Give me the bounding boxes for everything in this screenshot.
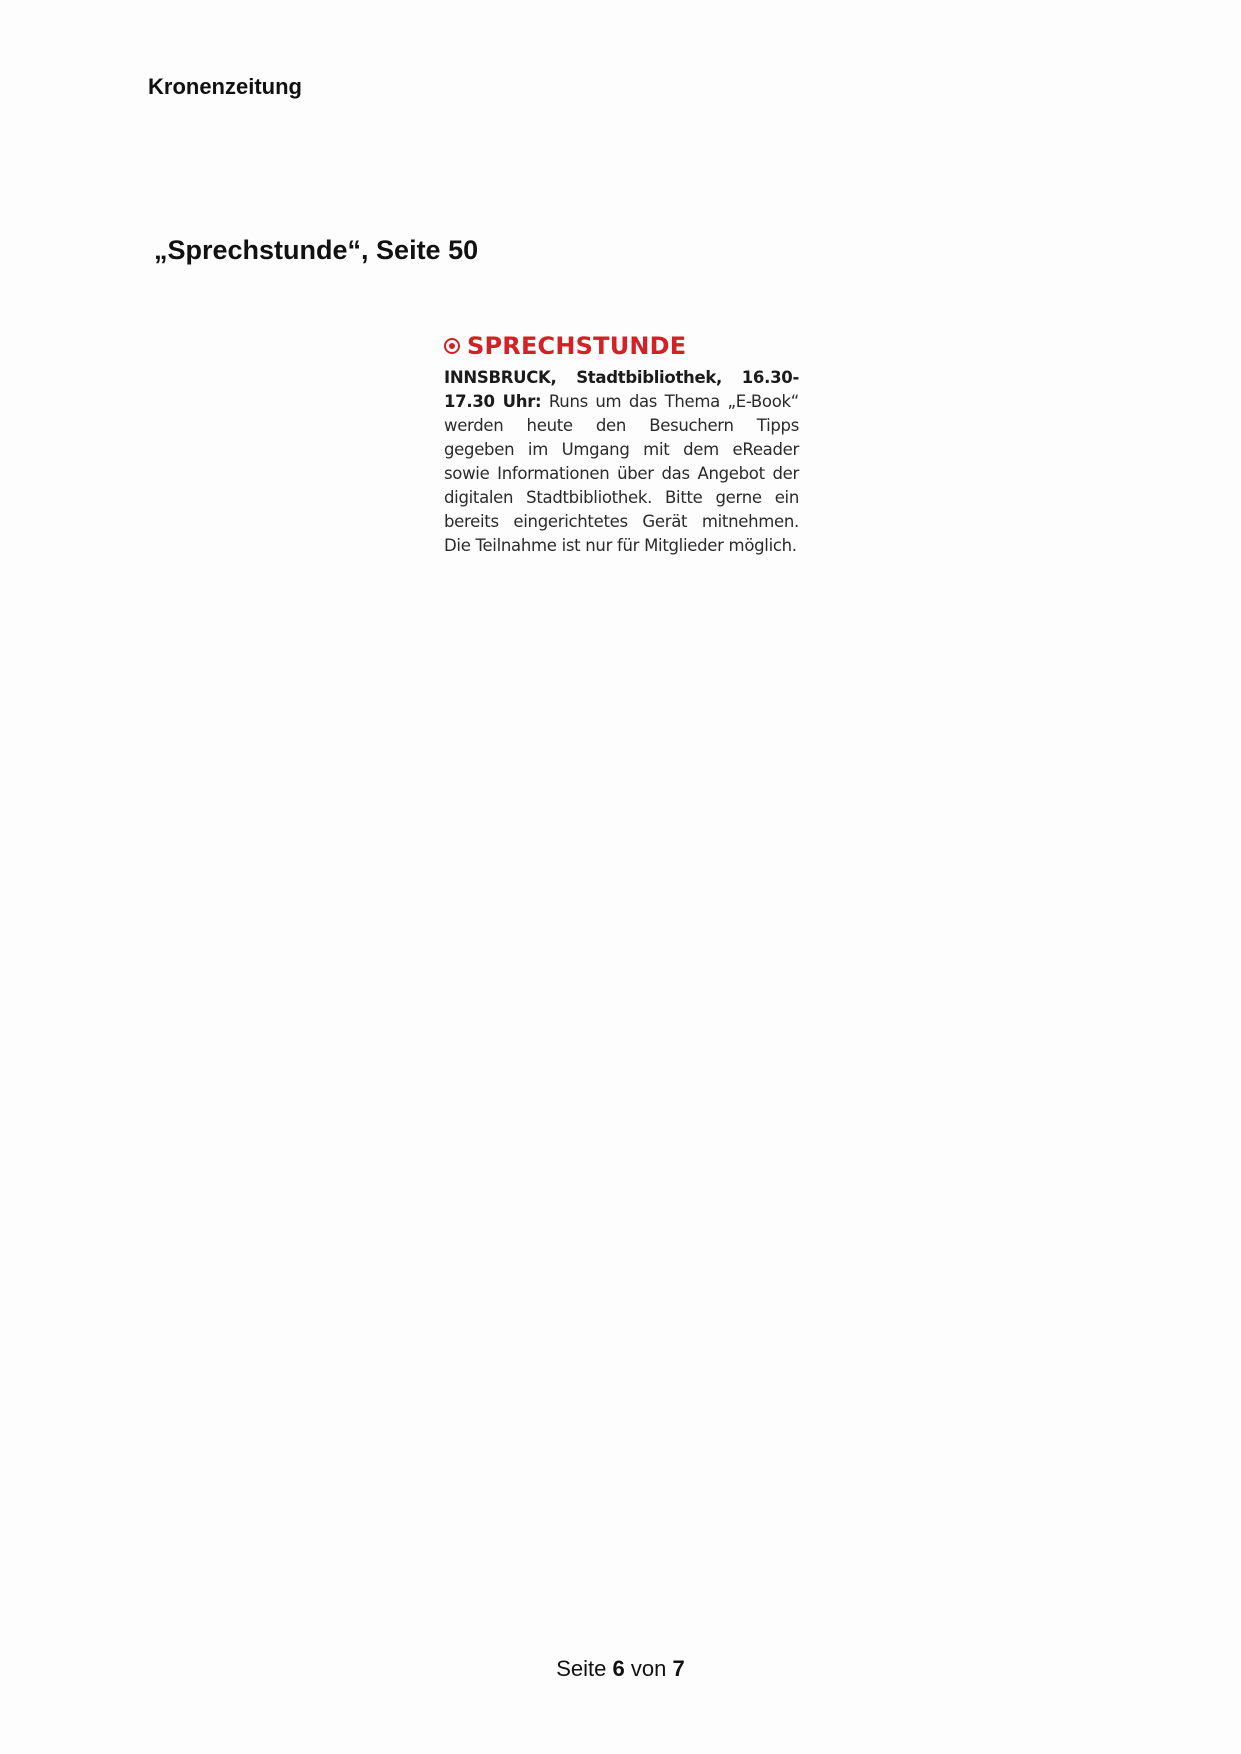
source-name: Kronenzeitung [148, 74, 302, 99]
clipping-title: SPRECHSTUNDE [467, 332, 687, 360]
page-total: 7 [672, 1656, 685, 1681]
page-current: 6 [612, 1656, 625, 1681]
clipping-location: INNSBRUCK, [444, 368, 557, 387]
newspaper-clipping [444, 330, 799, 558]
page-separator: von [630, 1656, 667, 1681]
page-prefix: Seite [556, 1656, 607, 1681]
clipping-header [444, 330, 799, 362]
clipping-text [444, 366, 799, 558]
target-icon [444, 338, 460, 354]
clipping-venue: Stadtbibliothek, [576, 368, 723, 387]
clipping-body: Runs um das Thema „E-Book“ werden heute den Besuchern Tipps gegeben im Umgang mit dem eReader sowie Informationen über das Angebot der digitalen Stadtbibliothek. Bitte gerne ein bereits eingerichtetes Gerät mitnehmen. Die Teilnahme ist nur für Mitglieder möglich. [444, 392, 800, 555]
clipping-time: 16.30-17.30 Uhr: [444, 368, 799, 411]
article-heading: „Sprechstunde“, Seite 50 [154, 235, 479, 265]
page-number [0, 1656, 1241, 1682]
